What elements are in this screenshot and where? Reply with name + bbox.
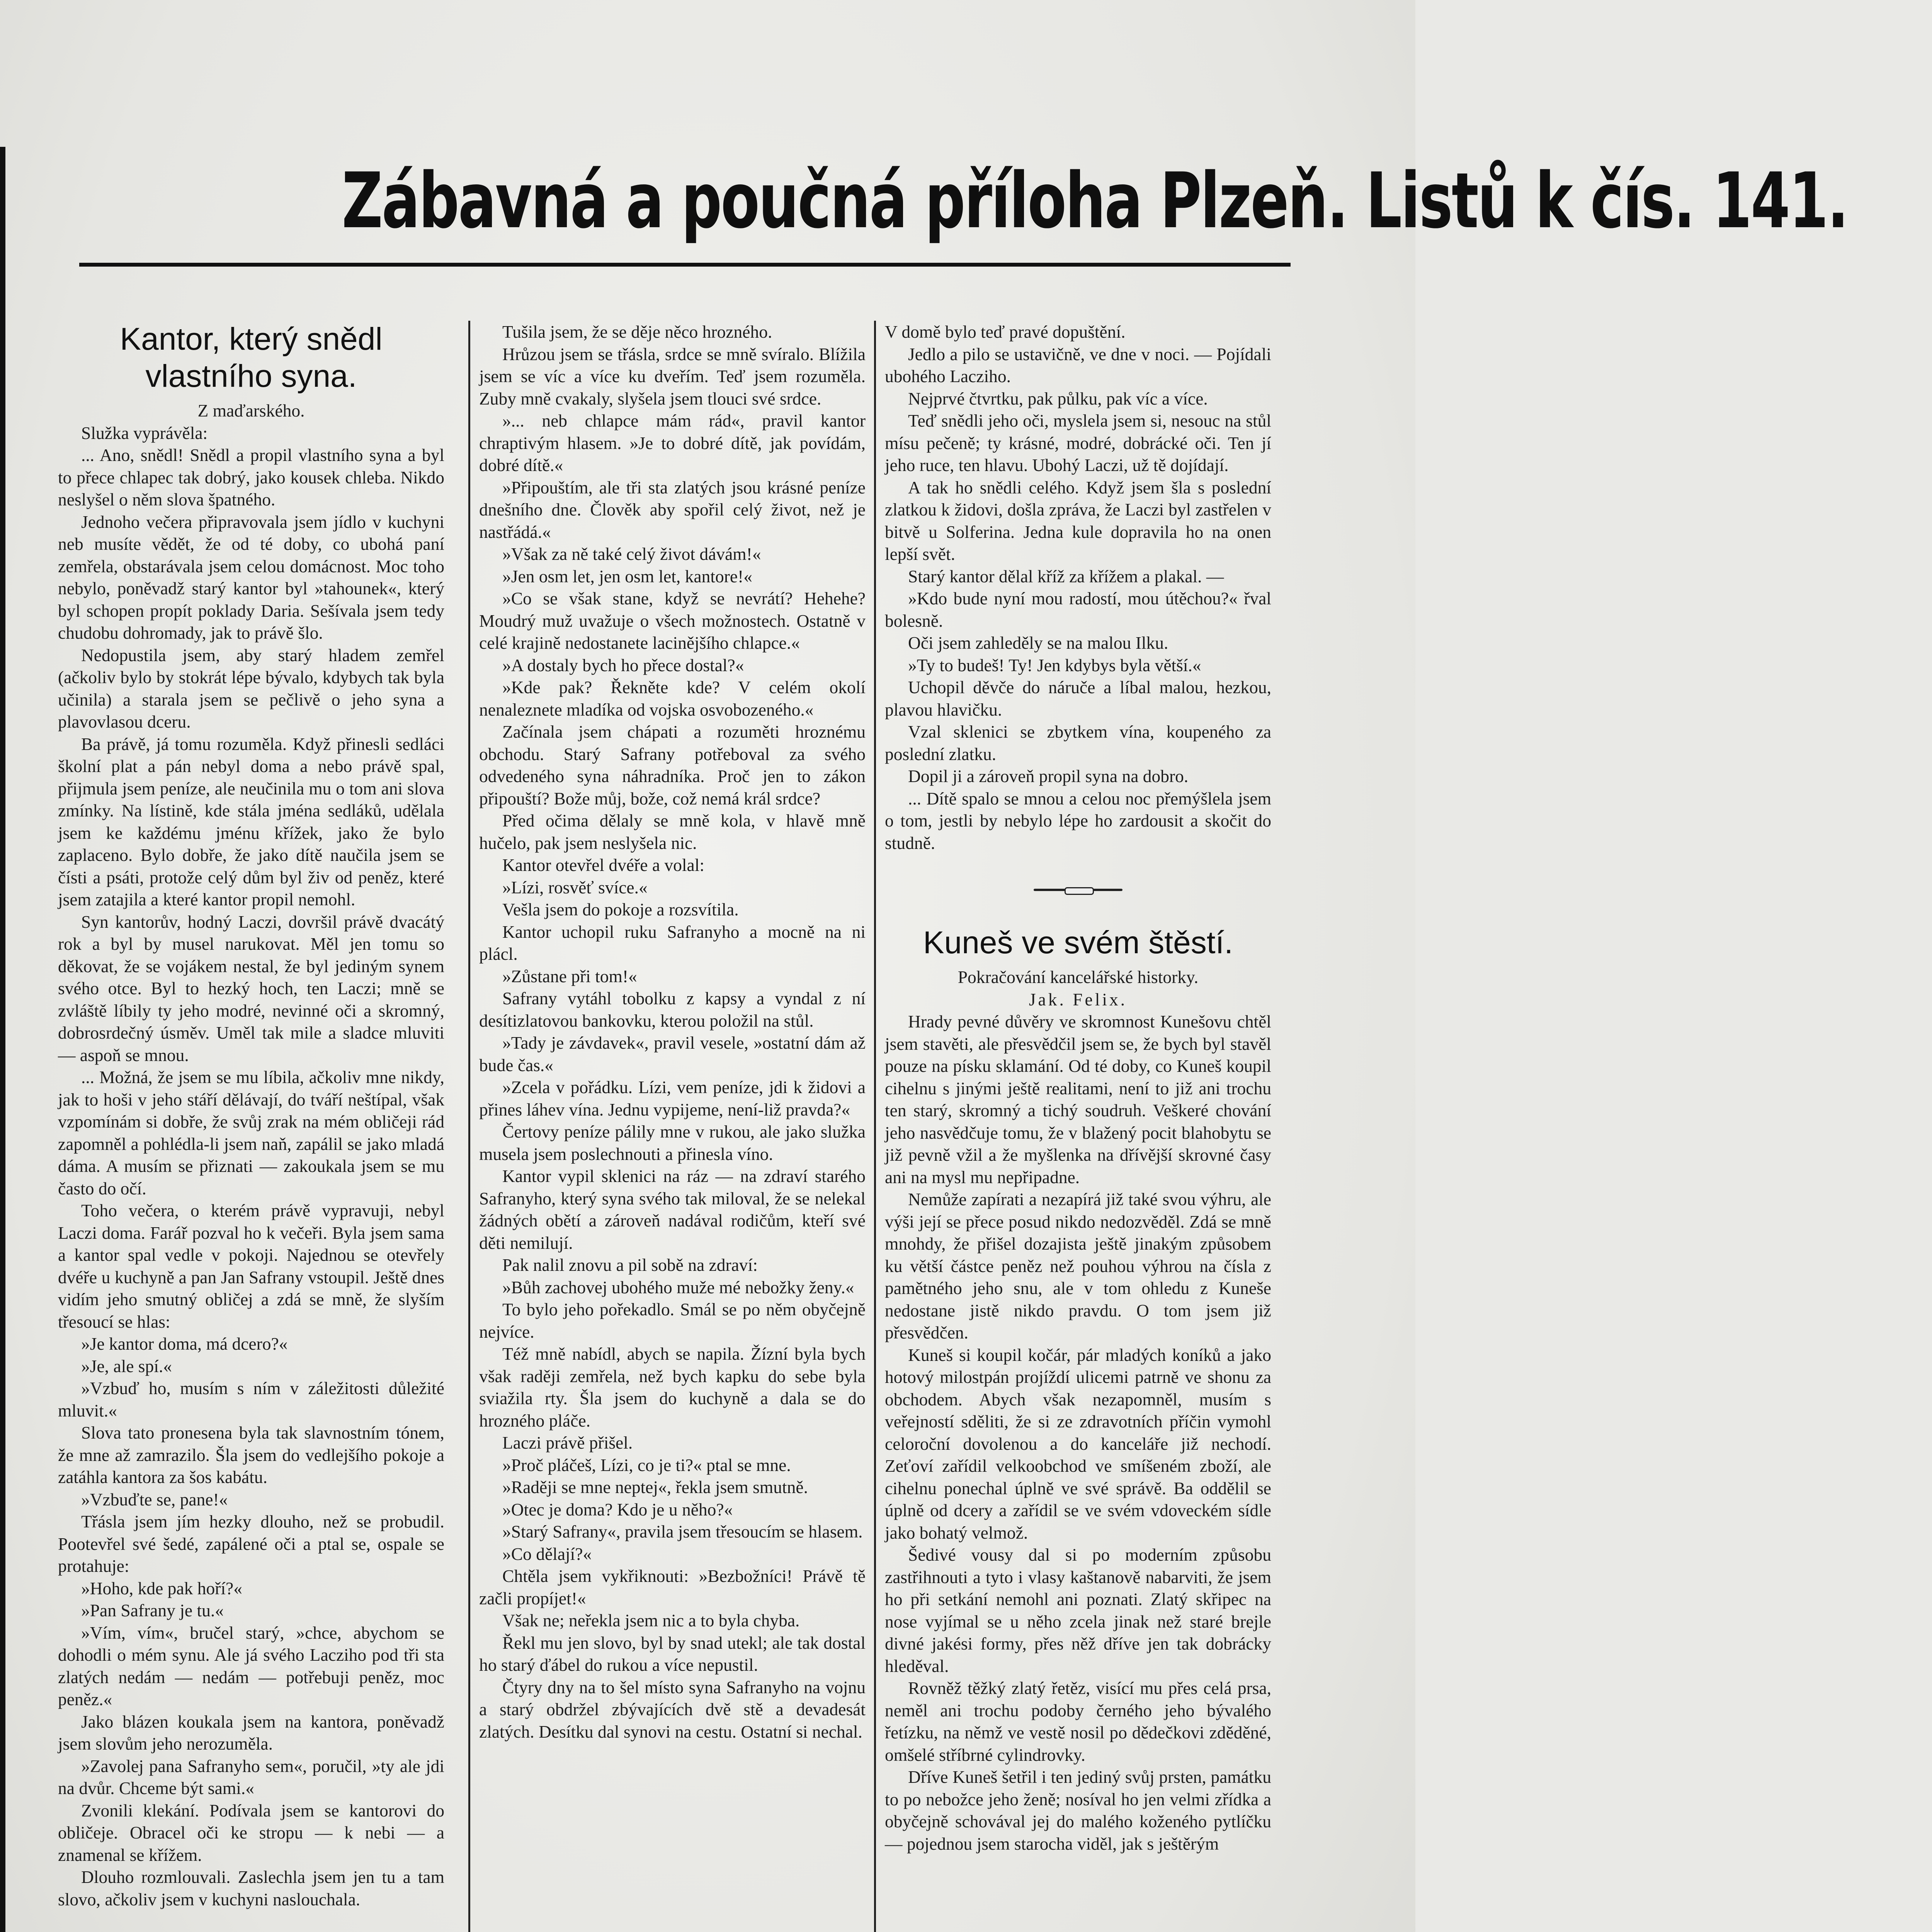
column-rule xyxy=(468,321,470,1932)
story-title: Kuneš ve svém štěstí. xyxy=(923,925,1233,960)
paragraph: Hrůzou jsem se třásla, srdce se mně svíralo. Blížila jsem se víc a více ku dveřím. Teď jsem rozuměla. Zuby mně cvakaly, slyšela jsem tlouci své srdce. xyxy=(479,344,866,408)
paragraph: »Raději se mne neptej«, řekla jsem smutně. xyxy=(502,1477,808,1497)
story-subtitle: Z maďarského. xyxy=(197,401,305,420)
paragraph: Uchopil děvče do náruče a líbal malou, hezkou, plavou hlavičku. xyxy=(885,677,1271,719)
paragraph: ... Ano, snědl! Snědl a propil vlastního syna a byl to přece chlapec tak dobrý, jako kousek chleba. Nikdo neslyšel o něm slova špatného. xyxy=(58,445,444,509)
paragraph: Jedlo a pilo se ustavičně, ve dne v noci. — Pojídali ubohého Lacziho. xyxy=(885,344,1271,386)
paragraph: »Připouštím, ale tři sta zlatých jsou krásné peníze dnešního dne. Člověk aby spořil celý život, než je nastřádá.« xyxy=(479,477,866,542)
paragraph: »Vzbuďte se, pane!« xyxy=(81,1489,228,1509)
paragraph: Dopil ji a zároveň propil syna na dobro. xyxy=(908,766,1189,786)
paragraph: »... neb chlapce mám rád«, pravil kantor chraptivým hlasem. »Je to dobré dítě, jak povídám, dobré dítě.« xyxy=(479,411,866,475)
paragraph: Jednoho večera připravovala jsem jídlo v kuchyni neb musíte vědět, že od té doby, co ubohá paní zemřela, obstarávala jsem celou domácnost. Moc toho nebylo, poněvadž starý kantor byl »tahounek«, který byl schopen propít poklady Daria. Sešívala jsem tedy chudobu dohromady, jak to právě šlo. xyxy=(58,512,444,643)
paragraph: »Jen osm let, jen osm let, kantore!« xyxy=(502,566,752,586)
masthead-title: Zábavná a poučná příloha Plzeň. Listů k čís. 141. xyxy=(342,156,1848,245)
paragraph: Chtěla jsem vykřiknouti: »Bezbožníci! Právě tě začli propíjet!« xyxy=(479,1566,866,1608)
paragraph: Též mně nabídl, abych se napila. Žízní byla bych však raději zemřela, než bych kapku do sebe byla sviažila rty. Šla jsem do kuchyně a dala se do hrozného pláče. xyxy=(479,1344,866,1430)
paragraph: Nemůže zapírati a nezapírá již také svou výhru, ale výši její se přece posud nikdo nedozvěděl. Zdá se mně mnohdy, že přišel dozajista ještě jinakým způsobem ku větší částce peněz než pouhou výhrou na čísla z pamětného jeho snu, ale v tom ohledu z Kuneše nedostane jistě nikdo pravdu. O tom jsem již přesvědčen. xyxy=(885,1189,1271,1342)
column-1 xyxy=(58,321,444,1932)
paragraph: »Vzbuď ho, musím s ním v záležitosti důležité mluvit.« xyxy=(58,1378,444,1420)
story-subtitle: Pokračování kancelářské historky. xyxy=(957,967,1199,987)
paragraph: »Pan Safrany je tu.« xyxy=(81,1600,224,1620)
paragraph: »A dostaly bych ho přece dostal?« xyxy=(502,655,744,675)
paragraph: Nedopustila jsem, aby starý hladem zemřel (ačkoliv bylo by stokrát lépe bývalo, kdybych tak byla učinila) a starala jsem se pečlivě o jeho syna a plavovlasou dceru. xyxy=(58,645,444,731)
paragraph: »Hoho, kde pak hoří?« xyxy=(81,1578,242,1598)
paragraph: Služka vyprávěla: xyxy=(81,423,208,443)
paragraph: Starý kantor dělal kříž za křížem a plakal. — xyxy=(908,566,1224,586)
paragraph: Začínala jsem chápati a rozuměti hroznému obchodu. Starý Safrany potřeboval za svého odvedeného syna náhradníka. Proč jen to zákon připouští? Bože můj, bože, což nemá král srdce? xyxy=(479,722,866,808)
paragraph: Kantor uchopil ruku Safranyho a mocně na ni plácl. xyxy=(479,922,866,964)
paragraph: To bylo jeho pořekadlo. Smál se po něm obyčejně nejvíce. xyxy=(479,1299,866,1342)
paragraph: Však ne; neřekla jsem nic a to byla chyba. xyxy=(502,1611,800,1630)
paragraph: Kantor vypil sklenici na ráz — na zdraví starého Safranyho, který syna svého tak miloval, že se nelekal žádných obětí a zároveň nadával rodičům, kteří své děti nemilují. xyxy=(479,1166,866,1253)
paragraph: Kuneš si koupil kočár, pár mladých koníků a jako hotový milostpán projíždí ulicemi patrně ve shonu za obchodem. Abych však nezapomněl, musím s veřejností sděliti, že si ze zdravotních příčin vymohl celoroční dovolenou a do kanceláře již nechodí. Zeťoví zařídil velkoobchod ve smíšeném zboží, ale cihelnu ponechal úplně ve své správě. Ba oddělil se úplně od dcery a zařídil se ve svém vdoveckém sídle jako bohatý velmož. xyxy=(885,1345,1271,1543)
paragraph: Teď snědli jeho oči, myslela jsem si, nesouc na stůl mísu pečeně; ty krásné, modré, dobrácké oči. Ten jí jeho ruce, ten hlavu. Ubohý Laczi, už tě dojídají. xyxy=(885,411,1271,475)
column-3 xyxy=(885,321,1271,1932)
paragraph: Ba právě, já tomu rozuměla. Když přinesli sedláci školní plat a pán nebyl doma a nebo právě spal, přijmula jsem peníze, ale neučinila mu o tom ani slova zmínky. Na lístině, kde stála jména sedláků, udělala jsem ke každému jménu křížek, jako že bylo zaplaceno. Bylo dobře, že jako dítě naučila jsem se čísti a psáti, protože celý dům byl živ od peněz, které jsem zatajila a které kantor propil nemohl. xyxy=(58,734,444,909)
paragraph: Vzal sklenici se zbytkem vína, koupeného za poslední zlatku. xyxy=(885,722,1271,764)
paragraph: Hrady pevné důvěry ve skromnost Kunešovu chtěl jsem stavěti, ale přesvědčil jsem se, že bych byl stavěl pouze na písku sklamání. Od té doby, co Kuneš koupil cihelnu s jinými ještě realitami, není to již ani trochu ten starý, skromný a tichý soudruh. Veškeré chování jeho nasvědčuje tomu, že v blažený pocit blahobytu se již pevně vžil a že myšlenka na dřívější skrovné časy ani na mysl mu nepřipadne. xyxy=(885,1012,1271,1187)
paragraph: »Zavolej pana Safranyho sem«, poručil, »ty ale jdi na dvůr. Chceme být sami.« xyxy=(58,1756,444,1798)
masthead-rule xyxy=(79,263,1291,267)
paragraph: »Otec je doma? Kdo je u něho?« xyxy=(502,1499,733,1519)
paragraph: »Kde pak? Řekněte kde? V celém okolí nenaleznete mladíka od vojska osvobozeného.« xyxy=(479,677,866,719)
paragraph: Před očima dělaly se mně kola, v hlavě mně hučelo, pak jsem neslyšela nic. xyxy=(479,811,866,853)
paragraph: »Zcela v pořádku. Lízi, vem peníze, jdi k židovi a přines láhev vína. Jednu vypijeme, není-liž pravda?« xyxy=(479,1077,866,1119)
paragraph: »Však za ně také celý život dávám!« xyxy=(502,544,761,564)
paragraph: Pak nalil znovu a pil sobě na zdraví: xyxy=(502,1255,758,1275)
paragraph: ... Dítě spalo se mnou a celou noc přemýšlela jsem o tom, jestli by nebylo lépe ho zardousit a skočit do studně. xyxy=(885,788,1271,853)
paragraph: »Co dělají?« xyxy=(502,1544,592,1564)
paragraph: Tušila jsem, že se děje něco hrozného. xyxy=(502,322,772,342)
paragraph: Laczi právě přišel. xyxy=(502,1433,633,1452)
paragraph: »Lízi, rosvěť svíce.« xyxy=(502,877,648,897)
masthead xyxy=(77,151,1848,251)
paragraph: A tak ho snědli celého. Když jsem šla s poslední zlatkou k židovi, došla zpráva, že Laczi byl zastřelen v bitvě u Solferina. Jedna kule dopravila ho na onen lepší svět. xyxy=(885,477,1271,564)
paragraph: Syn kantorův, hodný Laczi, dovršil právě dvacátý rok a byl by musel narukovat. Měl jen tomu so děkovat, že se vojákem nestal, že byl jediným synem svého otce. Byl to hezký hoch, ten Laczi; mně se zvláště líbily ty jeho modré, nevinné oči a skromný, dobrosrdečný úsměv. Uměl tak mile a sladce mluviti — aspoň se mnou. xyxy=(58,912,444,1065)
paragraph: »Zůstane při tom!« xyxy=(502,966,637,986)
paragraph: Šedivé vousy dal si po moderním způsobu zastřihnouti a tyto i vlasy kaštanově nabarviti, že jsem ho při setkání nemohl ani poznati. Zlatý skřipec na nose vyjímal se u něho zcela jinak než staré brejle divné jakési formy, přes něž dříve jen tak dobrácky hleděval. xyxy=(885,1545,1271,1676)
paragraph: Nejprvé čtvrtku, pak půlku, pak víc a více. xyxy=(908,388,1208,408)
paragraph: »Vím, vím«, bručel starý, »chce, abychom se dohodli o mém synu. Ale já svého Lacziho pod tři sta zlatých nedám — nedám — potřebuji peněz, moc peněz.« xyxy=(58,1622,444,1709)
column-rule xyxy=(874,321,876,1932)
paragraph: Řekl mu jen slovo, byl by snad utekl; ale tak dostal ho starý ďábel do rukou a více nepustil. xyxy=(479,1633,866,1675)
paragraph: »Starý Safrany«, pravila jsem třesoucím se hlasem. xyxy=(502,1522,863,1541)
paragraph: Jako blázen koukala jsem na kantora, poněvadž jsem slovům jeho nerozuměla. xyxy=(58,1711,444,1753)
section-divider xyxy=(1034,889,1122,891)
paragraph: V domě bylo teď pravé dopuštění. xyxy=(885,322,1126,342)
paragraph: Třásla jsem jím hezky dlouho, než se probudil. Pootevřel své šedé, zapálené oči a ptal se, ospale se protahuje: xyxy=(58,1512,444,1576)
paragraph: Slova tato pronesena byla tak slavnostním tónem, že mne až zamrazilo. Šla jsem do vedlejšího pokoje a zatáhla kantora za šos kabátu. xyxy=(58,1423,444,1487)
paragraph: Dlouho rozmlouvali. Zaslechla jsem jen tu a tam slovo, ačkoliv jsem v kuchyni naslouchala. xyxy=(58,1867,444,1909)
scan-edge xyxy=(0,147,5,1932)
paragraph: Toho večera, o kterém právě vypravuji, nebyl Laczi doma. Farář pozval ho k večeři. Byla jsem sama a kantor spal vedle v pokoji. Najednou se otevřely dvéře u kuchyně a pan Jan Safrany vstoupil. Ještě dnes vidím jeho smutný obličej a zdá se mně, že slyším třesoucí se hlas: xyxy=(58,1201,444,1332)
paragraph: Oči jsem zahleděly se na malou Ilku. xyxy=(908,633,1168,653)
paragraph: Čtyry dny na to šel místo syna Safranyho na vojnu a starý obdržel zbývajících dvě stě a devadesát zlatých. Desítku dal synovi na cestu. Ostatní si nechal. xyxy=(479,1677,866,1742)
story-title: Kantor, který snědl vlastního syna. xyxy=(120,321,383,394)
paragraph: Čertovy peníze pálily mne v rukou, ale jako služka musela jsem poslechnouti a přinesla víno. xyxy=(479,1122,866,1164)
paragraph: Kantor otevřel dvéře a volal: xyxy=(502,855,705,875)
paragraph: »Tady je závdavek«, pravil vesele, »ostatní dám až bude čas.« xyxy=(479,1033,866,1075)
paragraph: »Je, ale spí.« xyxy=(81,1356,172,1376)
paragraph: Dříve Kuneš šetřil i ten jediný svůj prsten, památku to po nebožce jeho ženě; nosíval ho jen velmi zřídka a obyčejně schovával jej do malého koženého pytlíčku — pojednou jsem starocha viděl, jak s ještěrým xyxy=(885,1767,1271,1854)
paragraph: Safrany vytáhl tobolku z kapsy a vyndal z ní desítizlatovou bankovku, kterou položil na stůl. xyxy=(479,988,866,1031)
paragraph: Vešla jsem do pokoje a rozsvítila. xyxy=(502,900,739,919)
paragraph: »Kdo bude nyní mou radostí, mou útěchou?« řval bolesně. xyxy=(885,588,1271,631)
paragraph: Rovněž těžký zlatý řetěz, visící mu přes celá prsa, neměl ani trochu podoby černého jeho bývalého řetízku, na němž ve vestě nosil po dědečkovi zděděné, omšelé stříbrné cylindrovky. xyxy=(885,1678,1271,1765)
paragraph: Zvonili klekání. Podívala jsem se kantorovi do obličeje. Obracel oči ke stropu — k nebi — a znamenal se křížem. xyxy=(58,1800,444,1865)
paragraph: »Proč pláčeš, Lízi, co je ti?« ptal se mne. xyxy=(502,1455,791,1475)
paragraph: ... Možná, že jsem se mu líbila, ačkoliv mne nikdy, jak to hoši v jeho stáří dělávají, do tváří neštípal, však vzpomínám si dobře, že svůj zrak na mém obličeji rád zapomněl a pohlédla-li jsem naň, zapálil se jako mladá dáma. A musím se přiznati — zakoukala jsem se mu často do očí. xyxy=(58,1067,444,1198)
story-author: Jak. Felix. xyxy=(1029,989,1128,1009)
paragraph: »Co se však stane, když se nevrátí? Hehehe? Moudrý muž uvažuje o všech možnostech. Ostatně v celé krajině nedostanete lacinějšího chlapce.« xyxy=(479,588,866,653)
column-2 xyxy=(479,321,866,1932)
paragraph: »Bůh zachovej ubohého muže mé nebožky ženy.« xyxy=(502,1277,854,1297)
paragraph: »Ty to budeš! Ty! Jen kdybys byla větší.« xyxy=(908,655,1201,675)
paragraph: »Je kantor doma, má dcero?« xyxy=(81,1334,288,1354)
